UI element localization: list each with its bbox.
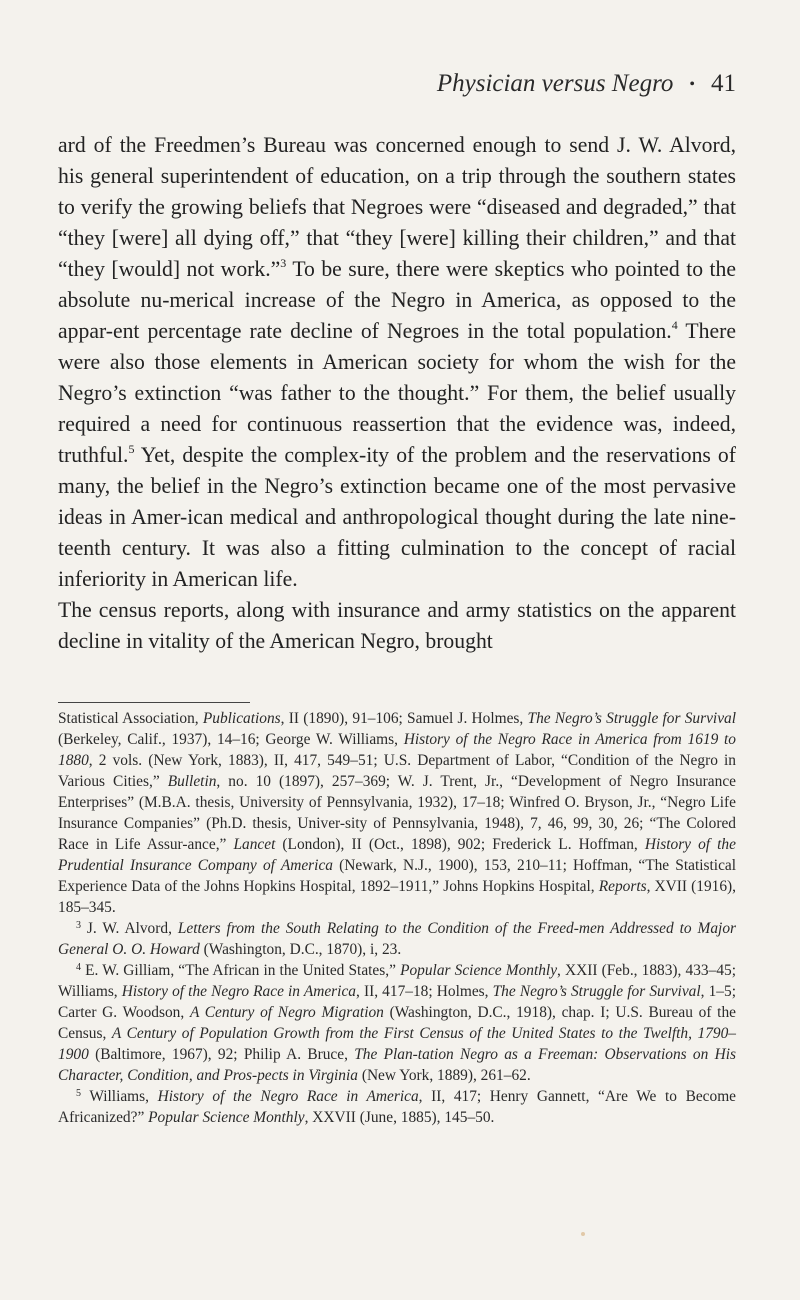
italic-title: A Century of Negro Migration	[189, 1004, 384, 1021]
italic-title: The Plan-tation Negro as a Freeman: Observations on His Character, Condition, and Pros-pects in Virginia	[58, 1046, 736, 1084]
footnote-ref: 3	[280, 256, 287, 270]
footnote-ref: 5	[76, 1088, 81, 1099]
text-run: (Baltimore, 1967), 92; Philip A. Bruce,	[88, 1046, 355, 1063]
text-run: , II (1890), 91–106; Samuel J. Holmes,	[280, 710, 528, 727]
italic-title: History of the Negro Race in America from 1619 to 1880	[58, 731, 736, 769]
footnote-ref: 4	[671, 318, 678, 332]
italic-title: History of the Negro Race in America	[157, 1088, 419, 1105]
running-title: Physician versus Negro	[436, 70, 674, 97]
text-run: (Washington, D.C., 1918), chap. I; U.S. Bureau of the Census,	[58, 1004, 736, 1042]
text-run: (Washington, D.C., 1870), i, 23.	[199, 941, 402, 958]
footnote-ref: 5	[128, 442, 135, 456]
italic-title: The Negro’s Struggle for Survival	[492, 983, 701, 1000]
body-paragraph: The census reports, along with insurance and army statistics on the apparent decline in vitality of the American Negro, brought	[58, 598, 736, 653]
italic-title: A Century of Population Growth from the First Census of the United States to the Twelfth, 1790–1900	[58, 1025, 736, 1063]
text-run: (Berkeley, Calif., 1937), 14–16; George W. Williams,	[58, 731, 404, 748]
italic-title: Publications	[202, 710, 281, 727]
text-run: (Newark, N.J., 1900), 153, 210–11; Hoffman, “The Statistical Experience Data of the Johns Hopkins Hospital, 1892–1911,” Johns Hopkins Hospital,	[58, 857, 737, 895]
text-run: There were also those elements in American society for whom the wish for the Negro’s extinction “was father to the thought.” For them, the belief usually required a need for continuous reassertion that the evidence was, indeed, truthful.	[58, 319, 736, 467]
paper-speck	[581, 1232, 585, 1236]
footnote-ref: 3	[76, 920, 81, 931]
text-run: ard of the Freedmen’s Bureau was concerned enough to send J. W. Alvord, his general superintendent of education, on a trip through the southern states to verify the growing beliefs that Negroes were “diseased and degraded,” that “they [were] all dying off,” that “they [were] killing their children,” and that “they [would] not work.”	[58, 133, 736, 281]
italic-title: Popular Science Monthly	[148, 1109, 305, 1126]
text-run: Williams,	[81, 1088, 158, 1105]
footnote-continued	[58, 708, 736, 918]
running-head	[58, 70, 736, 98]
italic-title: Bulletin	[167, 773, 217, 790]
footnote-3	[58, 918, 736, 960]
italic-title: History of the Negro Race in America	[121, 983, 356, 1000]
italic-title: History of the Prudential Insurance Company of America	[58, 836, 736, 874]
text-run: (London), II (Oct., 1898), 902; Frederick L. Hoffman,	[275, 836, 645, 853]
main-text	[58, 130, 736, 657]
page-number: 41	[711, 70, 736, 97]
footnote-5	[58, 1086, 736, 1128]
text-run: , 1–5; Carter G. Woodson,	[58, 983, 736, 1021]
footnote-rule	[58, 702, 250, 703]
text-run: , II, 417; Henry Gannett, “Are We to Become Africanized?”	[58, 1088, 736, 1126]
text-run: , II, 417–18; Holmes,	[355, 983, 493, 1000]
text-run: , XXVII (June, 1885), 145–50.	[304, 1109, 495, 1126]
text-run: , XVII (1916), 185–345.	[58, 878, 736, 916]
text-run: , 2 vols. (New York, 1883), II, 417, 549–51; U.S. Department of Labor, “Condition of the Negro in Various Cities,”	[58, 752, 736, 790]
footnote-4	[58, 960, 736, 1086]
text-run: (New York, 1889), 261–62.	[357, 1067, 531, 1084]
italic-title: Letters from the South Relating to the Condition of the Freed-men Addressed to Major General O. O. Howard	[58, 920, 737, 958]
text-run: Yet, despite the complex-ity of the problem and the reservations of many, the belief in the Negro’s extinction became one of the most pervasive ideas in Amer-ican medical and anthropological thought during the late nine-teenth century. It was also a fitting culmination to the concept of racial inferiority in American life.	[58, 443, 736, 591]
text-run: Statistical Association,	[58, 710, 203, 727]
italic-title: Lancet	[233, 836, 276, 853]
text-run: To be sure, there were skeptics who pointed to the absolute nu-merical increase of the Negro in America, as opposed to the appar-ent percentage rate decline of Negroes in the total population.	[58, 257, 736, 343]
text-run: E. W. Gilliam, “The African in the United States,”	[81, 962, 401, 979]
text-run: , XXII (Feb., 1883), 433–45; Williams,	[58, 962, 736, 1000]
body-paragraph	[58, 130, 736, 595]
text-run: J. W. Alvord,	[81, 920, 178, 937]
footnote-ref: 4	[76, 962, 81, 973]
italic-title: Popular Science Monthly	[400, 962, 558, 979]
italic-title: The Negro’s Struggle for Survival	[527, 710, 737, 727]
text-run: , no. 10 (1897), 257–369; W. J. Trent, Jr., “Development of Negro Insurance Enterprises” (M.B.A. thesis, University of Pennsylvania, 1932), 17–18; Winfred O. Bryson, Jr., “Negro Life Insurance Companies” (Ph.D. thesis, Univer-sity of Pennsylvania, 1948), 7, 46, 99, 30, 26; “The Colored Race in Life Assur-ance,”	[58, 773, 736, 853]
separator-bullet: •	[689, 76, 695, 94]
italic-title: Reports	[598, 878, 647, 895]
footnotes	[58, 708, 736, 1128]
